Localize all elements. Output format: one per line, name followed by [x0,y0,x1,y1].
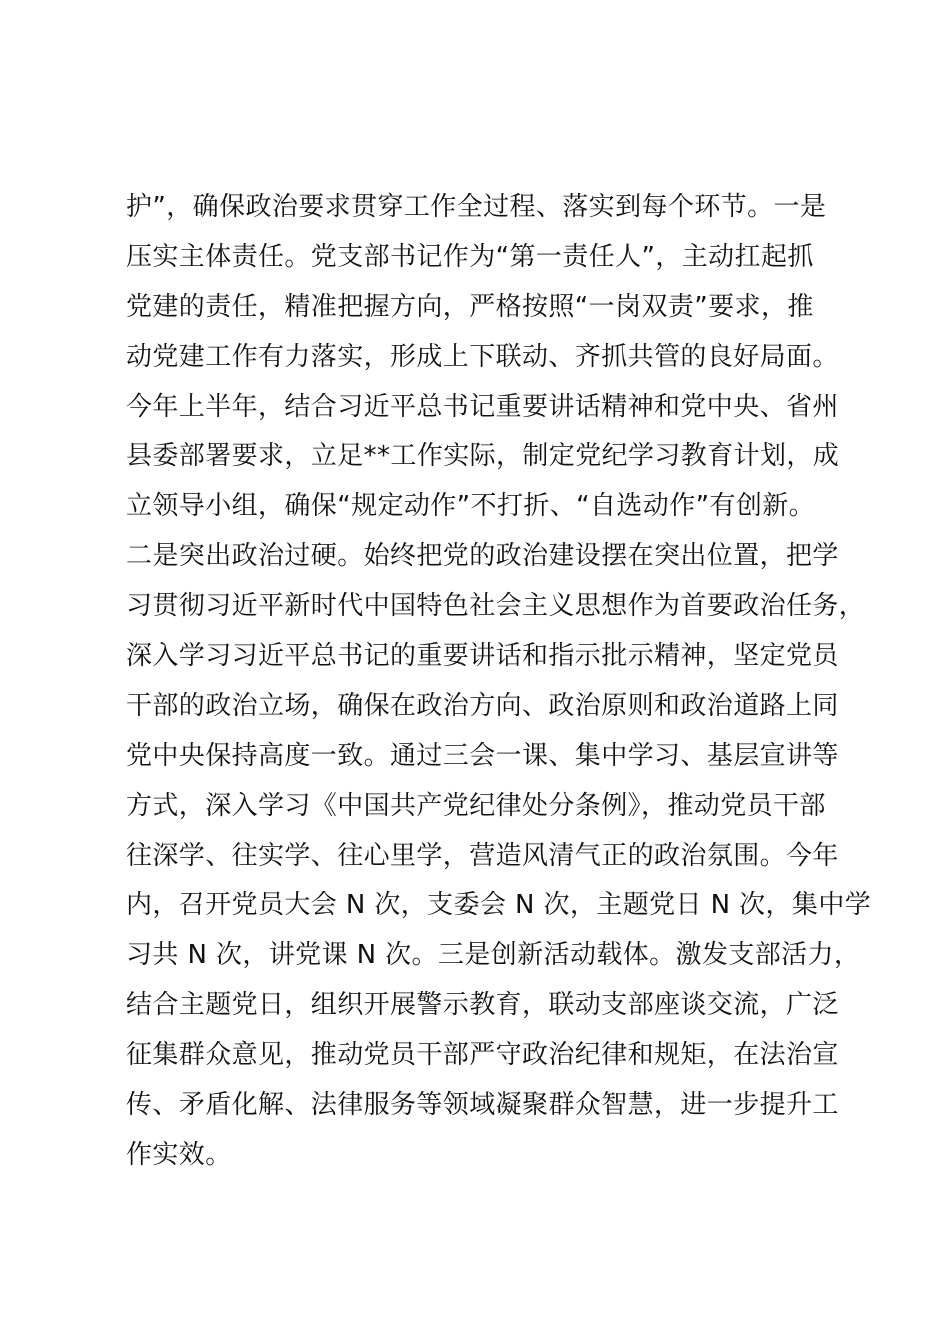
text-line: 作实效。 [126,1139,232,1170]
body-paragraph [126,183,872,1181]
text-line: 立领导小组，确保“规定动作”不打折、“自选动作”有创新。 [126,491,816,522]
text-line: 内，召开党员大会 N 次，支委会 N 次，主题党日 N 次，集中学 [126,890,872,921]
text-line: 方式，深入学习《中国共产党纪律处分条例》，推动党员干部 [126,790,826,821]
text-line: 县委部署要求，立足**工作实际，制定党纪学习教育计划，成 [126,441,840,472]
text-line: 今年上半年，结合习近平总书记重要讲话精神和党中央、省州 [126,391,839,422]
text-line: 护”，确保政治要求贯穿工作全过程、落实到每个环节。一是 [126,192,827,222]
text-line: 压实主体责任。党支部书记作为“第一责任人”，主动扛起抓 [126,241,814,272]
text-line: 党建的责任，精准把握方向，严格按照“一岗双责”要求，推 [126,291,814,322]
text-line: 结合主题党日，组织开展警示教育，联动支部座谈交流，广泛 [126,990,839,1021]
text-line: 动党建工作有力落实，形成上下联动、齐抓共管的良好局面。 [126,341,839,372]
text-line: 二是突出政治过硬。始终把党的政治建设摆在突出位置，把学 [126,541,839,572]
text-line: 习贯彻习近平新时代中国特色社会主义思想作为首要政治任务， [126,591,866,622]
text-line: 往深学、往实学、往心里学，营造风清气正的政治氛围。今年 [126,840,839,871]
text-line: 传、矛盾化解、法律服务等领域凝聚群众智慧，进一步提升工 [126,1090,839,1121]
text-line: 干部的政治立场，确保在政治方向、政治原则和政治道路上同 [126,690,839,721]
text-line: 征集群众意见，推动党员干部严守政治纪律和规矩，在法治宣 [126,1040,839,1071]
text-line: 深入学习习近平总书记的重要讲话和指示批示精神，坚定党员 [126,641,839,672]
text-line: 党中央保持高度一致。通过三会一课、集中学习、基层宣讲等 [126,740,839,771]
text-line: 习共 N 次，讲党课 N 次。三是创新活动载体。激发支部活力， [126,940,861,971]
